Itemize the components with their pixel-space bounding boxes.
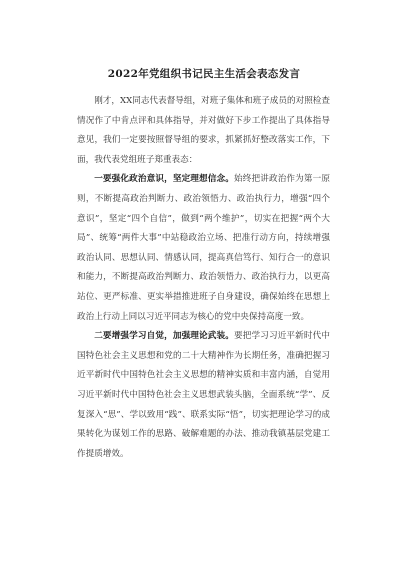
paragraph-text: 始终把讲政治作为第一原则，不断提高政治判断力、政治领悟力、政治执行力，增强“四个意识”，坚定“四个自信”，做到“两个维护”，切实在把握“两个大局”、统筹“两件大事”中站稳政治立场、把准行动方向，持续增强政治认同、思想认同、情感认同，提高真信笃行、知行合一的意识和能力，不断提高政治判断力、政治领悟力、政治执行力，以更高站位、更严标准、更实举措推进班子自身建设，确保始终在思想上政治上行动上同以习近平同志为核心的党中央保持高度一致。 bbox=[77, 174, 330, 322]
document-title: 2022年党组织书记民主生活会表态发言 bbox=[107, 68, 301, 80]
paragraph-intro bbox=[77, 92, 330, 170]
section-heading-political: 一要强化政治意识，坚定理想信念。 bbox=[94, 174, 234, 185]
paragraph-study bbox=[77, 327, 330, 464]
paragraph-political-awareness bbox=[77, 170, 330, 327]
paragraph-text: 要把学习习近平新时代中国特色社会主义思想和党的二十大精神作为长期任务，准确把握习近平新时代中国特色社会主义思想的精神实质和丰富内涵，自觉用习近平新时代中国特色社会主义思想武装头脑，全面系统“学”、反复深入“思”、学以致用“践”、联系实际“悟”，切实把理论学习的成果转化为谋划工作的思路、破解难题的办法、推动我镇基层党建工作提质增效。 bbox=[77, 331, 330, 459]
document-body bbox=[77, 92, 330, 464]
paragraph-text: 刚才，XX同志代表督导组，对班子集体和班子成员的对照检查情况作了中肯点评和具体指导，并对做好下步工作提出了具体指导意见，我们一定要按照督导组的要求，抓紧抓好整改落实工作，下面，我代表党组班子郑重表态： bbox=[77, 96, 330, 165]
section-heading-study: 二要增强学习自觉，加强理论武装。 bbox=[94, 331, 234, 342]
